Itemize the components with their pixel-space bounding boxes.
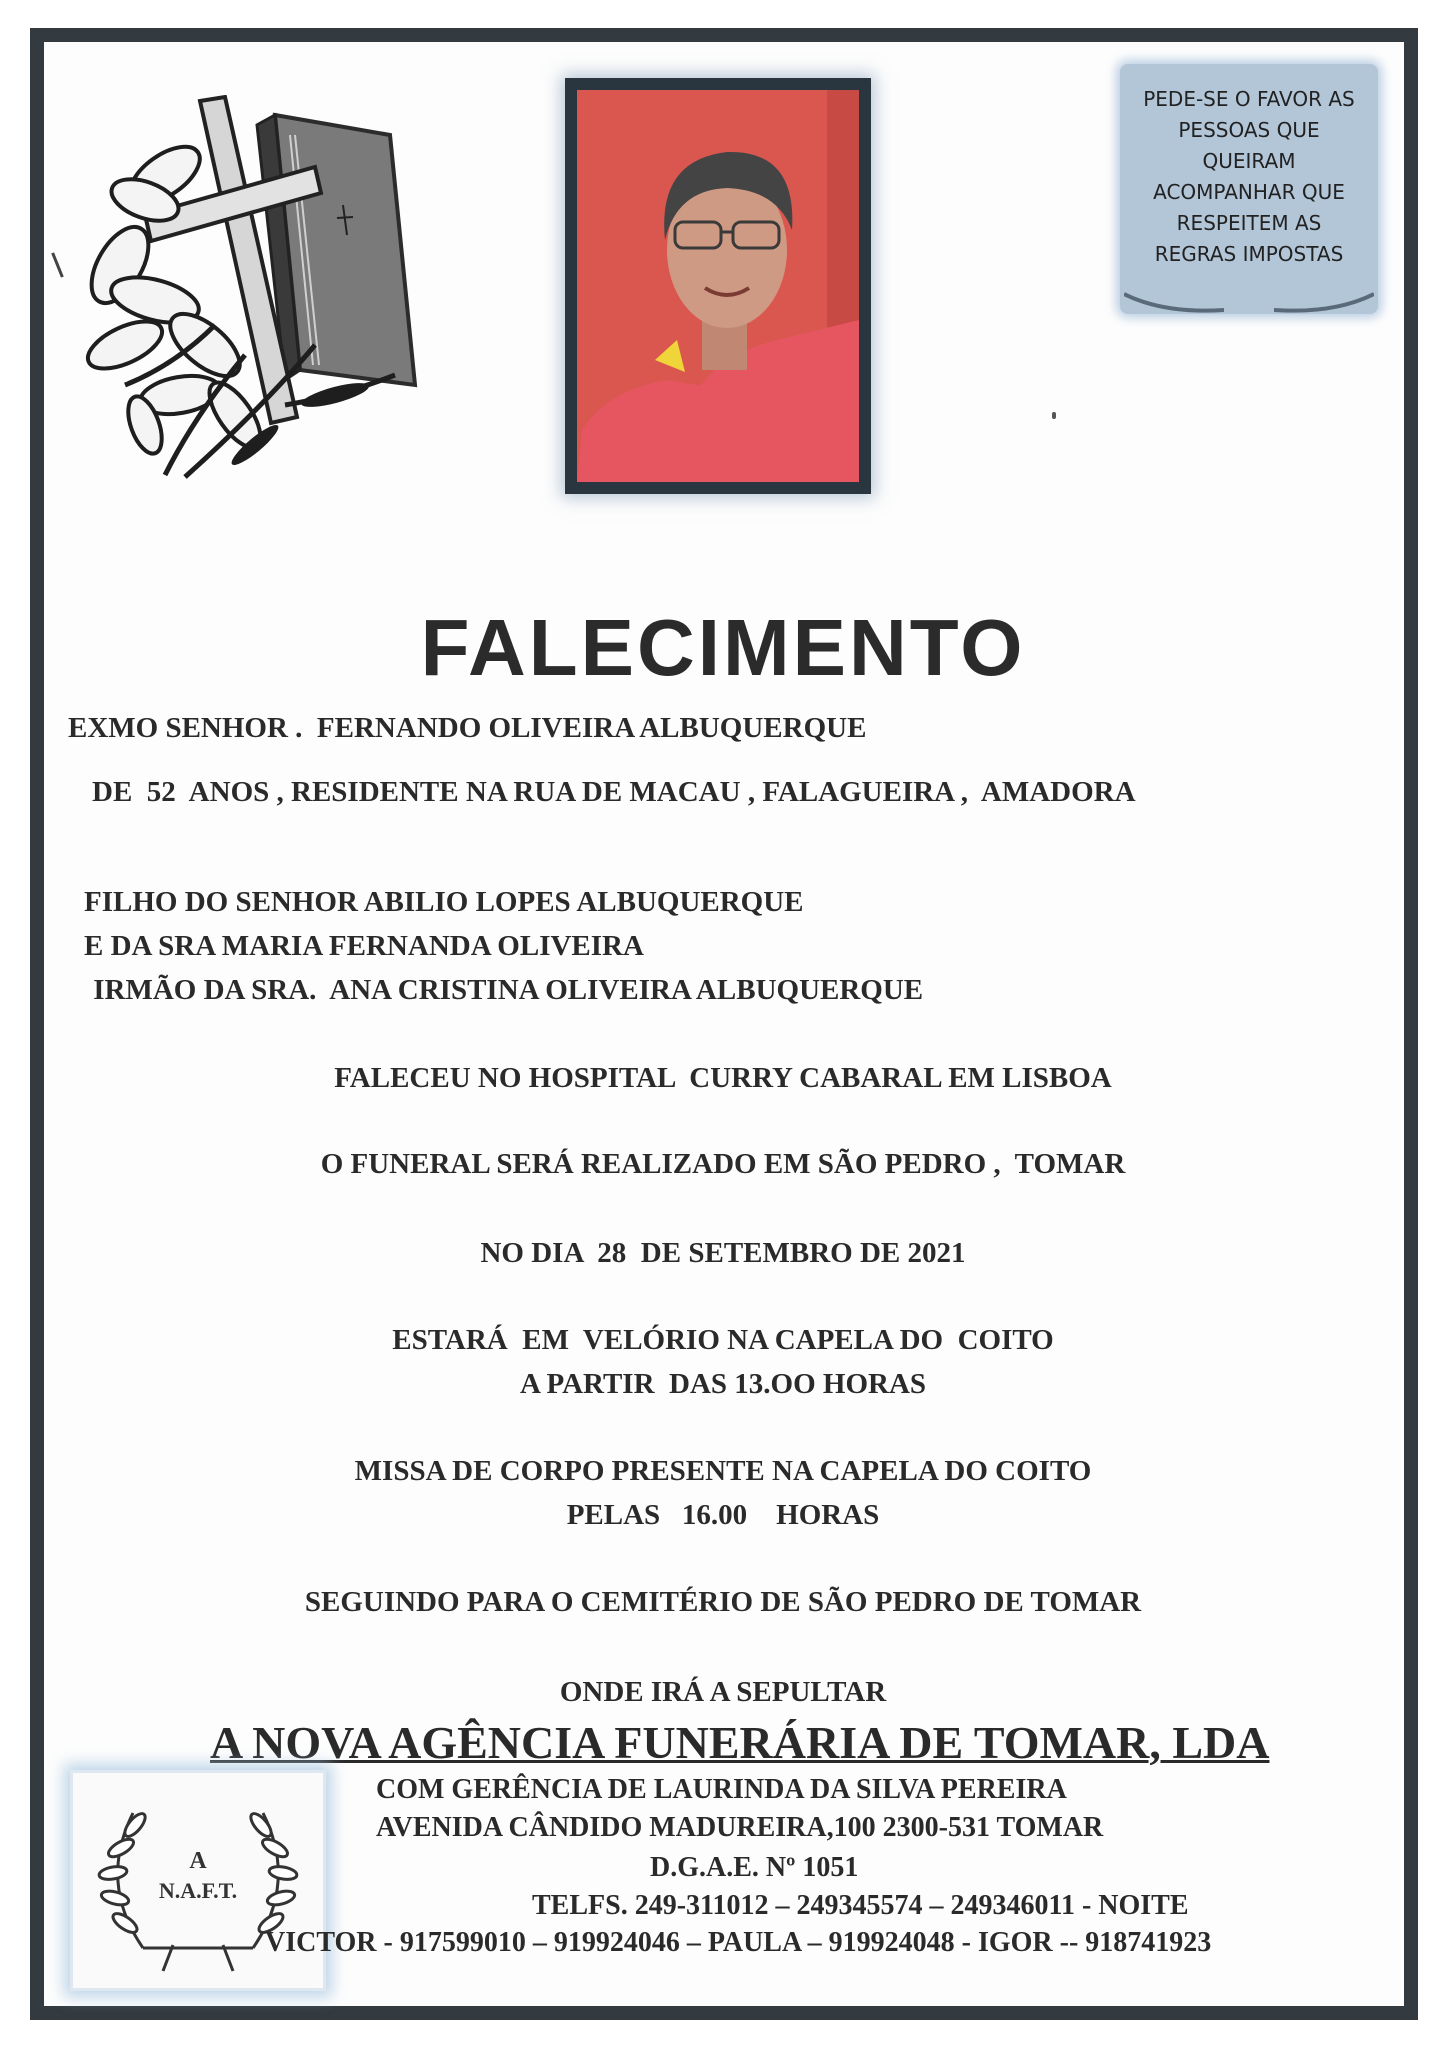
wake-line-1: ESTARÁ EM VELÓRIO NA CAPELA DO COITO xyxy=(392,1324,1054,1356)
portrait-photo xyxy=(577,90,859,482)
funeral-line: O FUNERAL SERÁ REALIZADO EM SÃO PEDRO , TOMAR xyxy=(320,1148,1126,1180)
mass-line-1: MISSA DE CORPO PRESENTE NA CAPELA DO COITO xyxy=(354,1455,1092,1487)
date-line: NO DIA 28 DE SETEMBRO DE 2021 xyxy=(480,1237,966,1269)
wake-line-2: A PARTIR DAS 13.OO HORAS xyxy=(519,1368,927,1400)
agency-night-contacts: VICTOR - 917599010 – 919924046 – PAULA – 919924048 - IGOR -- 918741923 xyxy=(265,1927,1212,1958)
agency-dgae: D.G.A.E. Nº 1051 xyxy=(650,1852,859,1883)
hospital-line: FALECEU NO HOSPITAL CURRY CABARAL EM LISBOA xyxy=(334,1062,1112,1094)
ink-dot xyxy=(1052,412,1056,419)
notice-line: RESPEITEM AS xyxy=(1176,211,1322,235)
family-father-line: FILHO DO SENHOR ABILIO LOPES ALBUQUERQUE xyxy=(84,886,804,918)
notice-box xyxy=(1120,64,1378,314)
logo-letter: A xyxy=(189,1848,207,1874)
notice-line: REGRAS IMPOSTAS xyxy=(1154,242,1344,266)
family-mother-line: E DA SRA MARIA FERNANDA OLIVEIRA xyxy=(84,930,644,962)
notice-line: PEDE-SE O FAVOR AS xyxy=(1143,87,1355,111)
burial-line: ONDE IRÁ A SEPULTAR xyxy=(559,1676,887,1708)
cross-book-lilies-icon xyxy=(85,95,425,480)
intro-name-line: EXMO SENHOR . FERNANDO OLIVEIRA ALBUQUERQUE xyxy=(68,712,867,744)
agency-phones: TELFS. 249-311012 – 249345574 – 249346011 - NOITE xyxy=(532,1890,1189,1921)
family-sister-line: IRMÃO DA SRA. ANA CRISTINA OLIVEIRA ALBUQUERQUE xyxy=(86,974,924,1006)
page-curl-right-icon xyxy=(1274,290,1374,314)
notice-line: PESSOAS QUE xyxy=(1178,118,1320,142)
agency-manager: COM GERÊNCIA DE LAURINDA DA SILVA PEREIRA xyxy=(376,1774,1067,1805)
page-title: FALECIMENTO xyxy=(420,603,1026,692)
notice-line: ACOMPANHAR QUE xyxy=(1153,180,1345,204)
mass-line-2: PELAS 16.00 HORAS xyxy=(566,1499,880,1531)
agency-name: A NOVA AGÊNCIA FUNERÁRIA DE TOMAR, LDA xyxy=(210,1717,1270,1768)
portrait-photo-frame xyxy=(565,78,871,494)
cemetery-line: SEGUINDO PARA O CEMITÉRIO DE SÃO PEDRO DE TOMAR xyxy=(304,1586,1142,1618)
intro-residence-line: DE 52 ANOS , RESIDENTE NA RUA DE MACAU , FALAGUEIRA , AMADORA xyxy=(92,776,1136,808)
page-curl-left-icon xyxy=(1124,290,1224,314)
logo-initials: N.A.F.T. xyxy=(158,1878,238,1903)
notice-line: QUEIRAM xyxy=(1202,149,1296,173)
agency-address: AVENIDA CÂNDIDO MADUREIRA,100 2300-531 TOMAR xyxy=(376,1812,1104,1843)
